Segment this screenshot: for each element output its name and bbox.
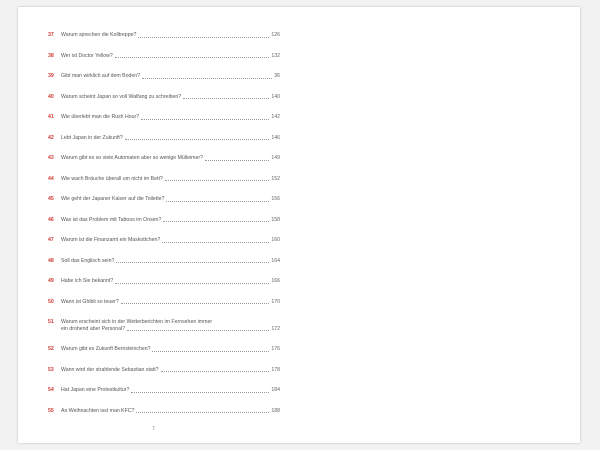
- toc-entry-page: 188: [271, 407, 280, 414]
- toc-entry-page: 36: [274, 73, 280, 79]
- toc-entry-page: 176: [271, 346, 280, 352]
- toc-leader-dots: [141, 118, 269, 120]
- book-page: [18, 7, 580, 443]
- toc-entry-number: 37: [48, 32, 54, 38]
- toc-entry-page: 142: [271, 114, 280, 120]
- toc-leader-dots: [138, 36, 269, 38]
- toc-leader-dots: [115, 56, 270, 58]
- toc-entry-title: Warum gibt es Zukunft Bernsteinchen?: [61, 346, 151, 352]
- toc-entry: [48, 94, 280, 101]
- toc-entry-page: 149: [271, 155, 280, 161]
- toc-entry-title: Warum sprechen die Kolltreppe?: [61, 32, 137, 38]
- toc-leader-dots: [127, 329, 269, 331]
- toc-entry-title: Hat Japan eine Protestkultur?: [61, 387, 130, 393]
- toc-entry-number: 52: [48, 346, 54, 352]
- toc-entry-title: Warum scheint Japan so voll Walfang zu schreiben?: [61, 93, 182, 100]
- toc-entry: [48, 217, 280, 224]
- toc-entry-page: 156: [271, 196, 280, 202]
- toc-entry: [48, 278, 280, 285]
- toc-leader-dots: [131, 391, 269, 393]
- toc-entry-page: 132: [271, 52, 280, 59]
- toc-entry-number: 46: [48, 216, 54, 223]
- toc-entry-title: Wie wach Bräuche überall um nicht im Bett?: [61, 175, 163, 182]
- toc-entry-number: 51: [48, 319, 54, 325]
- toc-entry: [48, 114, 280, 121]
- toc-leader-dots: [116, 261, 269, 263]
- toc-entry-number: 45: [48, 196, 54, 202]
- toc-entry-number: 53: [48, 366, 54, 373]
- toc-leader-dots: [136, 411, 269, 413]
- toc-entry-page: 160: [271, 237, 280, 243]
- toc-entry-number: 50: [48, 298, 54, 305]
- toc-entry-page: 184: [271, 387, 280, 393]
- toc-entry-page: 170: [271, 298, 280, 305]
- toc-entry-title: Was ist das Problem mit Tattoos im Onsen?: [61, 216, 162, 223]
- toc-entry: [48, 196, 280, 203]
- toc-entry-number: 39: [48, 73, 54, 79]
- toc-entry-title: Warum ist die Finanzamt ein Maskottchen?: [61, 237, 161, 243]
- toc-entry-number: 42: [48, 134, 54, 141]
- toc-entry-title: An Weihnachten isst man KFC?: [61, 407, 135, 414]
- toc-entry: [48, 176, 280, 183]
- toc-entry-title: Wie geht der Japaner Kaiser auf die Toilette?: [61, 196, 165, 202]
- page-number: 7: [152, 426, 155, 432]
- toc-entry-page: 164: [271, 257, 280, 264]
- toc-leader-dots: [161, 370, 270, 372]
- toc-entry: [48, 53, 280, 60]
- toc-entry: [48, 299, 280, 306]
- table-of-contents: [48, 32, 280, 428]
- toc-entry: [48, 32, 280, 39]
- toc-entry-title: Soll das Englisch sein?: [61, 257, 115, 264]
- toc-entry-page: 146: [271, 134, 280, 141]
- toc-entry: [48, 135, 280, 142]
- toc-entry-title: Warum erscheint sich in der Wetterberichten im Fernsehen immer: [61, 319, 213, 325]
- toc-entry-title: Wann wird der strahlende Sebastian statt?: [61, 366, 159, 373]
- toc-entry: [48, 237, 280, 244]
- toc-entry-page: 172: [271, 325, 280, 332]
- toc-entry-number: 47: [48, 237, 54, 243]
- toc-entry-number: 54: [48, 387, 54, 393]
- toc-entry-page: 126: [271, 32, 280, 38]
- toc-leader-dots: [205, 159, 269, 161]
- toc-entry: [48, 367, 280, 374]
- toc-entry-number: 40: [48, 93, 54, 100]
- toc-entry-page: 158: [271, 216, 280, 223]
- toc-entry: [48, 258, 280, 265]
- toc-leader-dots: [121, 302, 270, 304]
- toc-leader-dots: [162, 241, 269, 243]
- toc-entry-title: Habe ich Sie bekannt?: [61, 278, 114, 284]
- toc-leader-dots: [115, 282, 269, 284]
- toc-entry-number: 48: [48, 257, 54, 264]
- toc-entry-page: 166: [271, 278, 280, 284]
- toc-entry-page: 140: [271, 93, 280, 100]
- toc-entry-number: 43: [48, 155, 54, 161]
- toc-entry-title: Warum gibt es so viele Automaten aber so wenige Mülleimer?: [61, 155, 203, 161]
- toc-entry: [48, 155, 280, 162]
- toc-entry-title: Wann ist Ghibli so teuer?: [61, 298, 119, 305]
- toc-leader-dots: [165, 179, 270, 181]
- toc-leader-dots: [183, 97, 269, 99]
- toc-entry-number: 38: [48, 52, 54, 59]
- toc-entry-number: 55: [48, 407, 54, 414]
- toc-entry-number: 44: [48, 175, 54, 182]
- toc-leader-dots: [166, 200, 269, 202]
- toc-entry-page: 178: [271, 366, 280, 373]
- toc-entry: [48, 346, 280, 353]
- toc-entry: [48, 408, 280, 415]
- toc-entry: [48, 73, 280, 80]
- toc-entry: [48, 387, 280, 394]
- toc-leader-dots: [152, 350, 269, 352]
- toc-entry: [48, 319, 280, 332]
- toc-entry-number: 41: [48, 114, 54, 120]
- toc-entry-number: 49: [48, 278, 54, 284]
- toc-leader-dots: [163, 220, 269, 222]
- toc-entry-title: Wie überlebt man die Rush Hour?: [61, 114, 140, 120]
- toc-entry-title: Gibt man wirklich auf dem Boden?: [61, 73, 141, 79]
- toc-entry-title: ein drohend aber Personal?: [61, 325, 126, 332]
- toc-entry-title: Wer ist Doctor Yellow?: [61, 52, 113, 59]
- toc-leader-dots: [125, 138, 270, 140]
- toc-entry-title: Lebt Japan in der Zukunft?: [61, 134, 123, 141]
- toc-entry-page: 152: [271, 175, 280, 182]
- toc-leader-dots: [142, 77, 272, 79]
